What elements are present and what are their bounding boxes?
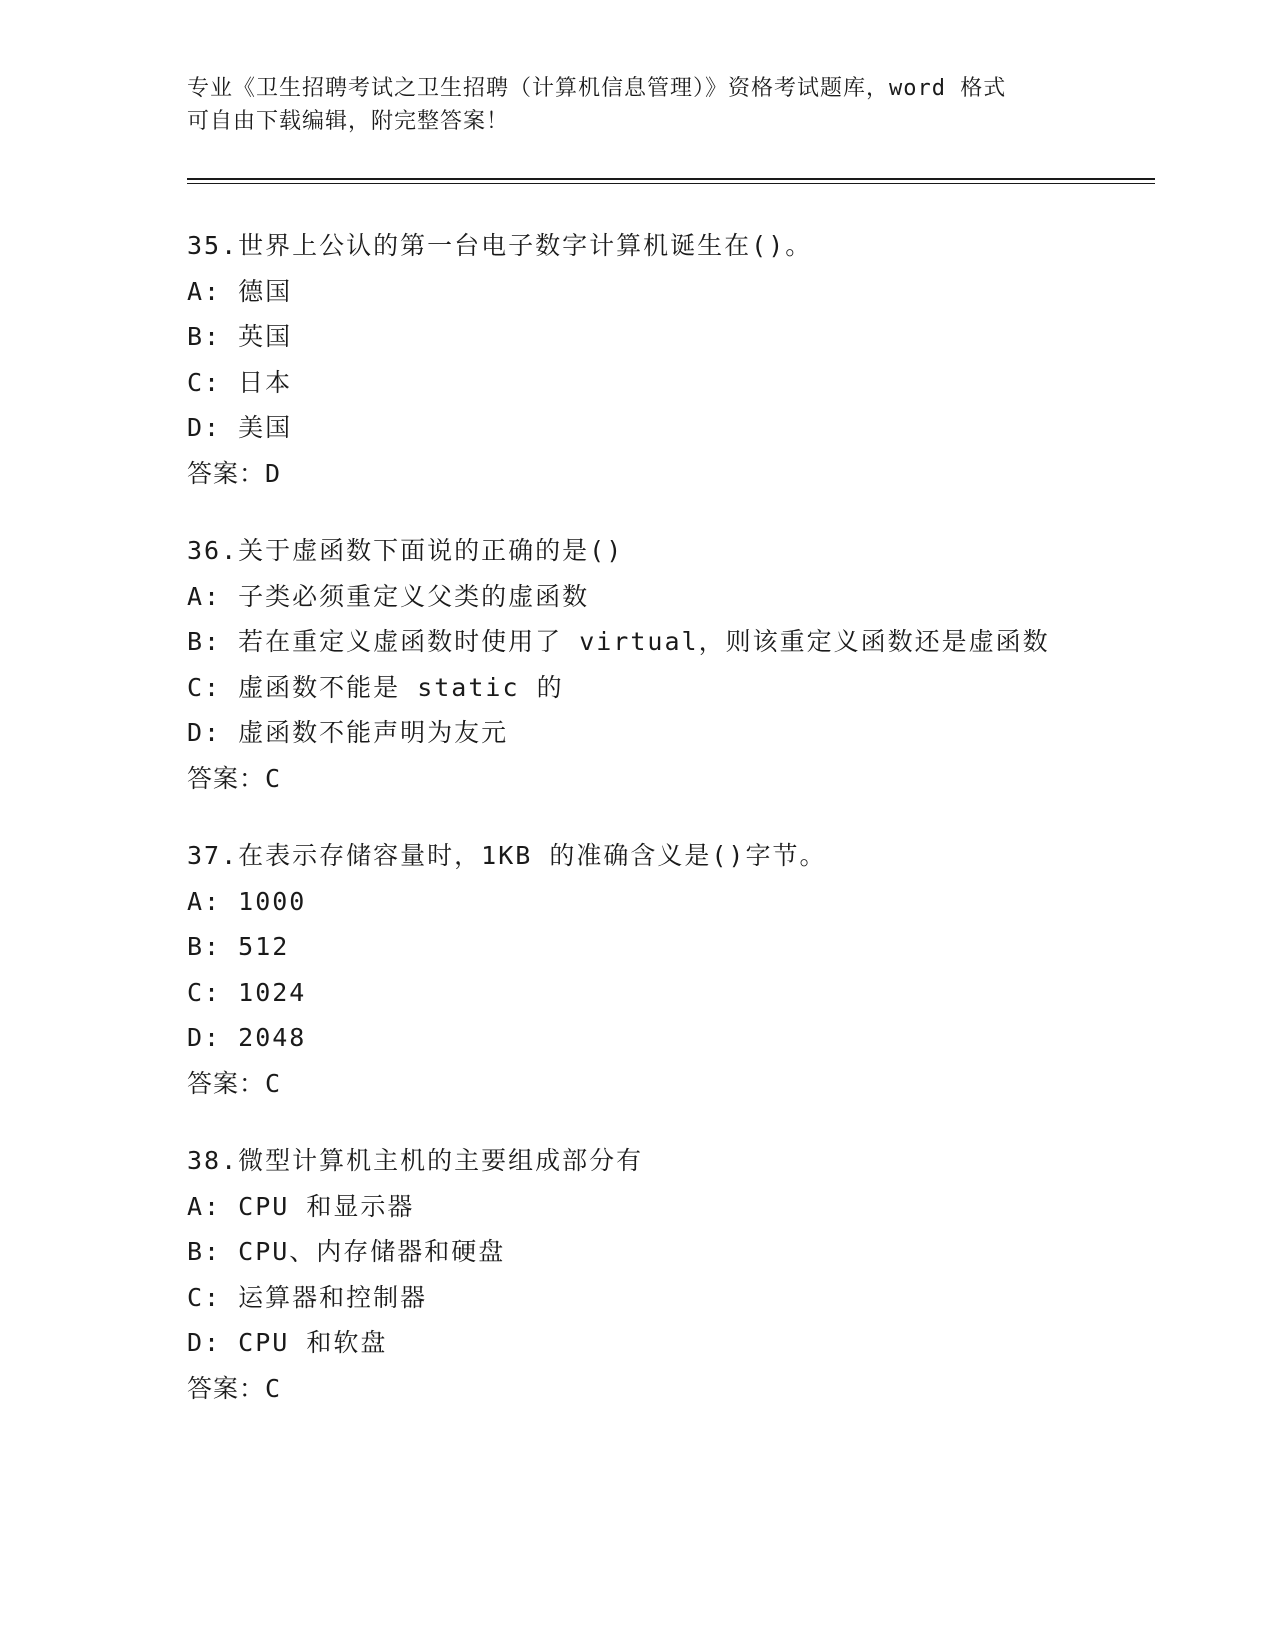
option-b: B: 512	[187, 932, 290, 962]
answer-label: 答案：	[187, 458, 266, 488]
question-block	[187, 1138, 1157, 1412]
header-line-2: 可自由下载编辑，附完整答案！	[187, 109, 510, 134]
answer-line	[187, 1366, 1157, 1412]
option-a: A: 子类必须重定义父类的虚函数	[187, 581, 590, 611]
option-d: D: 2048	[187, 1023, 307, 1053]
answer-line	[187, 451, 1157, 497]
option-d: D: 美国	[187, 413, 293, 443]
header-divider-thin	[187, 183, 1155, 184]
answer-line	[187, 756, 1157, 802]
option-c: C: 运算器和控制器	[187, 1282, 428, 1312]
answer-value: D	[265, 458, 282, 488]
option-c: C: 日本	[187, 367, 293, 397]
answer-value: C	[265, 763, 282, 793]
option-b: B: 英国	[187, 322, 293, 352]
header-line-1: 专业《卫生招聘考试之卫生招聘（计算机信息管理）》资格考试题库，word 格式	[187, 76, 1007, 101]
option-c: C: 1024	[187, 977, 307, 1007]
question-block	[187, 528, 1157, 802]
answer-value: C	[265, 1373, 282, 1403]
header-divider-thick	[187, 178, 1155, 180]
answer-label: 答案：	[187, 1373, 266, 1403]
question-block	[187, 223, 1157, 497]
option-d: D: CPU 和软盘	[187, 1328, 388, 1358]
answer-line	[187, 1061, 1157, 1107]
answer-label: 答案：	[187, 763, 266, 793]
answer-value: C	[265, 1068, 282, 1098]
option-a: A: 1000	[187, 886, 307, 916]
option-c: C: 虚函数不能是 static 的	[187, 672, 564, 702]
document-header	[187, 72, 1067, 138]
option-a: A: 德国	[187, 276, 293, 306]
option-b: B: CPU、内存储器和硬盘	[187, 1237, 506, 1267]
answer-label: 答案：	[187, 1068, 266, 1098]
option-d: D: 虚函数不能声明为友元	[187, 718, 509, 748]
option-a: A: CPU 和显示器	[187, 1191, 415, 1221]
question-stem: 37.在表示存储容量时，1KB 的准确含义是()字节。	[187, 841, 827, 870]
question-stem: 38.微型计算机主机的主要组成部分有	[187, 1146, 644, 1175]
question-stem: 35.世界上公认的第一台电子数字计算机诞生在()。	[187, 231, 813, 260]
question-stem: 36.关于虚函数下面说的正确的是()	[187, 536, 624, 565]
option-b: B: 若在重定义虚函数时使用了 virtual，则该重定义函数还是虚函数	[187, 627, 1050, 657]
question-block	[187, 833, 1157, 1107]
